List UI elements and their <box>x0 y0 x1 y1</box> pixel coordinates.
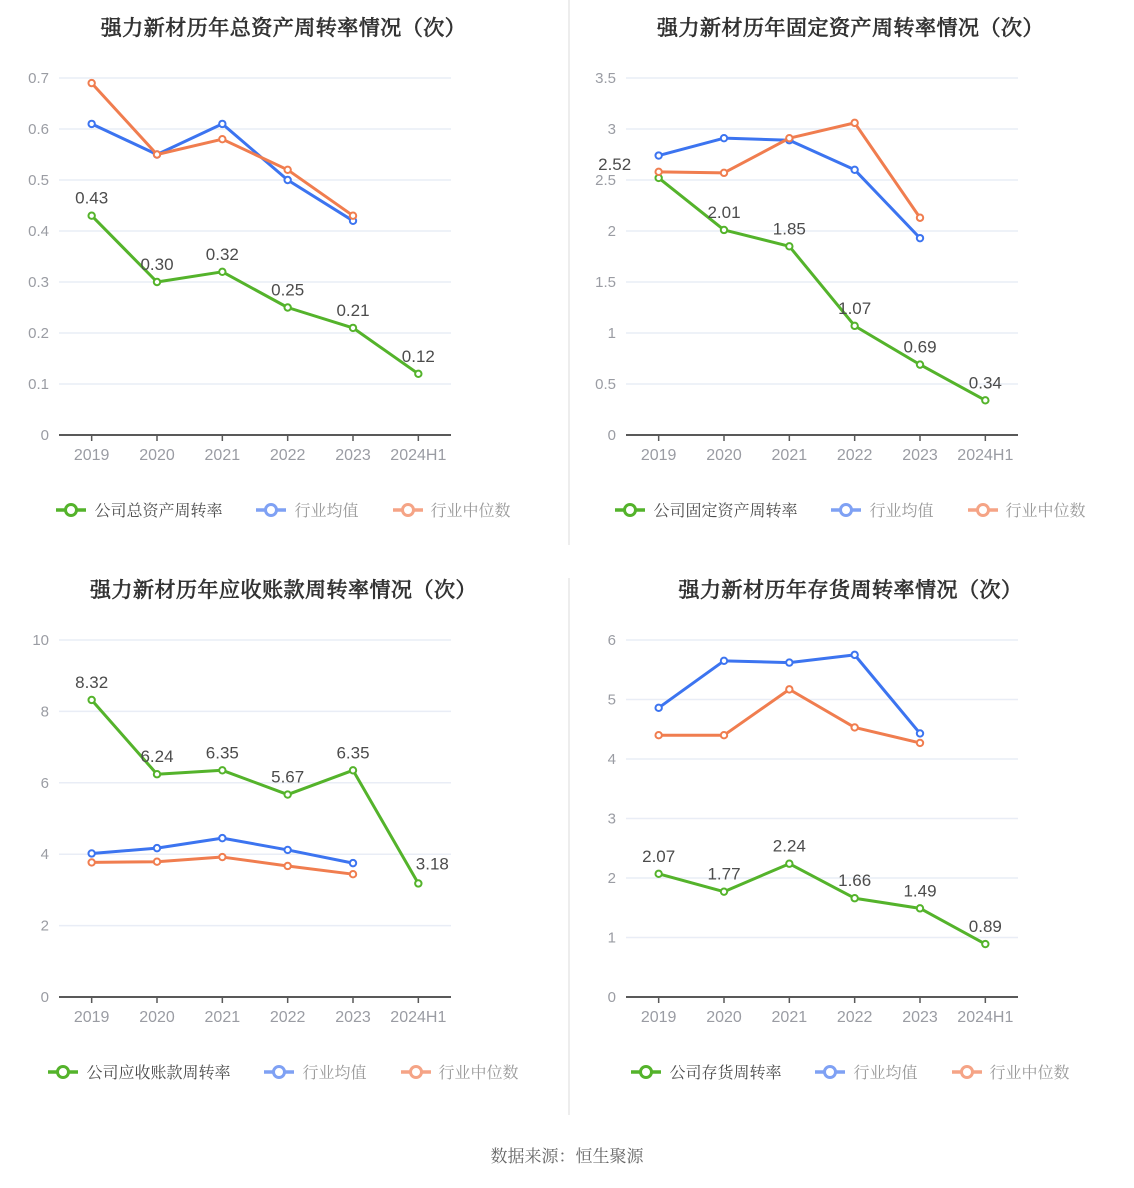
data-point <box>284 167 290 173</box>
y-axis-tick-label: 6 <box>607 632 616 649</box>
data-point <box>786 861 792 867</box>
data-point <box>88 697 94 703</box>
data-point <box>88 850 94 856</box>
data-point <box>721 732 727 738</box>
legend-label: 行业中位数 <box>989 1065 1070 1082</box>
data-point-label: 6.24 <box>140 747 174 767</box>
x-axis-tick-label: 2022 <box>836 447 873 464</box>
legend-marker-icon <box>264 1064 294 1080</box>
legend-item[interactable] <box>48 1060 230 1083</box>
y-axis-tick-label: 0.2 <box>28 325 49 342</box>
data-point <box>154 279 160 285</box>
x-axis-tick-label: 2020 <box>139 1009 175 1026</box>
x-axis-tick-label: 2023 <box>335 1009 371 1026</box>
legend-label: 行业均值 <box>869 503 934 520</box>
data-point <box>88 859 94 865</box>
legend-item[interactable] <box>615 498 797 521</box>
data-point <box>786 659 792 665</box>
data-point <box>350 325 356 331</box>
data-point-label: 0.30 <box>140 255 174 274</box>
chart-canvas <box>567 48 1134 470</box>
data-point <box>655 705 661 711</box>
data-point <box>219 767 225 773</box>
x-axis-tick-label: 2024H1 <box>957 447 1014 464</box>
y-axis-tick-label: 0.3 <box>28 274 49 291</box>
legend-item[interactable] <box>815 1060 917 1083</box>
y-axis-tick-label: 0.6 <box>28 121 49 138</box>
data-point <box>284 791 290 797</box>
legend-label: 行业中位数 <box>1005 503 1086 520</box>
y-axis-tick-label: 8 <box>40 703 49 721</box>
legend-marker-icon <box>401 1064 431 1080</box>
data-point-label: 0.32 <box>205 244 239 264</box>
data-point <box>655 169 661 175</box>
y-axis-tick-label: 5 <box>607 691 616 709</box>
chart-legend <box>0 1060 567 1083</box>
data-point <box>350 767 356 773</box>
legend-marker-icon <box>56 502 86 518</box>
data-point <box>219 269 225 275</box>
y-axis-tick-label: 0 <box>40 427 49 444</box>
chart-title: 强力新材历年总资产周转率情况（次） <box>100 17 467 40</box>
x-axis-tick-label: 2024H1 <box>390 447 447 464</box>
data-point <box>851 120 857 126</box>
y-axis-tick-label: 4 <box>607 751 616 768</box>
data-point-label: 5.67 <box>271 767 305 787</box>
legend-item[interactable] <box>831 498 933 521</box>
legend-label: 公司固定资产周转率 <box>653 503 798 520</box>
legend-label: 行业均值 <box>302 1065 367 1082</box>
x-axis-tick-label: 2023 <box>335 447 371 464</box>
chart-legend <box>567 1060 1134 1083</box>
data-point <box>154 845 160 851</box>
data-point <box>88 80 94 86</box>
x-axis-tick-label: 2021 <box>771 1009 808 1026</box>
legend-item[interactable] <box>264 1060 366 1083</box>
chart-title: 强力新材历年存货周转率情况（次） <box>678 579 1023 602</box>
y-axis-tick-label: 2 <box>607 870 616 887</box>
data-point-label: 8.32 <box>75 672 109 692</box>
data-point <box>721 658 727 664</box>
data-point <box>917 730 923 736</box>
data-point <box>721 170 727 176</box>
series-line <box>659 689 920 743</box>
data-point-label: 0.12 <box>401 346 435 366</box>
x-axis-tick-label: 2023 <box>902 447 938 464</box>
data-point-label: 3.18 <box>415 854 449 874</box>
data-point <box>721 227 727 233</box>
legend-marker-icon <box>631 1064 661 1080</box>
y-axis-tick-label: 3 <box>607 121 616 138</box>
y-axis-tick-label: 3.5 <box>595 70 616 87</box>
legend-item[interactable] <box>968 498 1086 521</box>
data-point <box>154 858 160 864</box>
legend-item[interactable] <box>256 498 358 521</box>
legend-label: 公司应收账款周转率 <box>86 1065 231 1082</box>
x-axis-tick-label: 2021 <box>771 447 808 464</box>
legend-item[interactable] <box>952 1060 1070 1083</box>
legend-label: 公司存货周转率 <box>669 1065 782 1082</box>
data-point-label: 1.77 <box>707 864 741 884</box>
data-point <box>350 860 356 866</box>
data-point-label: 1.07 <box>838 298 872 318</box>
data-point <box>284 177 290 183</box>
data-point <box>851 724 857 730</box>
data-point <box>721 135 727 141</box>
data-point <box>88 213 94 219</box>
y-axis-tick-label: 0.7 <box>28 70 49 87</box>
data-point <box>655 152 661 158</box>
legend-marker-icon <box>256 502 286 518</box>
x-axis-tick-label: 2024H1 <box>390 1009 447 1026</box>
data-point <box>982 941 988 947</box>
vertical-divider-top <box>568 0 570 545</box>
data-point <box>786 135 792 141</box>
data-point <box>284 847 290 853</box>
data-point-label: 0.34 <box>968 373 1002 393</box>
legend-label: 行业中位数 <box>438 1065 519 1082</box>
legend-label: 行业均值 <box>294 503 359 520</box>
chart-title: 强力新材历年应收账款周转率情况（次） <box>90 579 477 602</box>
chart-canvas <box>567 610 1134 1032</box>
y-axis-tick-label: 1 <box>607 929 616 947</box>
x-axis-tick-label: 2019 <box>73 1009 110 1026</box>
data-point <box>851 323 857 329</box>
data-point-label: 0.89 <box>968 917 1002 937</box>
data-point <box>350 213 356 219</box>
y-axis-tick-label: 0.5 <box>595 376 616 393</box>
series-line <box>92 700 419 883</box>
legend-item[interactable] <box>401 1060 519 1083</box>
data-source-note: 数据来源：恒生聚源 <box>490 1147 644 1166</box>
data-point <box>415 371 421 377</box>
x-axis-tick-label: 2019 <box>73 447 110 464</box>
data-point <box>917 361 923 367</box>
y-axis-tick-label: 2.5 <box>595 172 616 189</box>
data-point <box>851 652 857 658</box>
x-axis-tick-label: 2022 <box>836 1009 873 1026</box>
legend-label: 公司总资产周转率 <box>94 503 223 520</box>
data-point <box>917 235 923 241</box>
data-point <box>721 888 727 894</box>
data-point <box>219 835 225 841</box>
legend-marker-icon <box>393 502 423 518</box>
chart-canvas <box>0 48 567 470</box>
data-point <box>284 304 290 310</box>
y-axis-tick-label: 0.4 <box>28 223 49 240</box>
chart-legend <box>567 498 1134 521</box>
data-point-label: 0.21 <box>336 300 370 320</box>
chart-title: 强力新材历年固定资产周转率情况（次） <box>657 17 1044 40</box>
x-axis-tick-label: 2019 <box>640 447 677 464</box>
legend-marker-icon <box>815 1064 845 1080</box>
data-point <box>350 871 356 877</box>
y-axis-tick-label: 2 <box>40 917 49 935</box>
y-axis-tick-label: 3 <box>607 810 616 828</box>
y-axis-tick-label: 0.5 <box>28 172 49 189</box>
chart-canvas <box>0 610 567 1032</box>
x-axis-tick-label: 2024H1 <box>957 1009 1014 1026</box>
data-point <box>154 151 160 157</box>
legend-item[interactable] <box>631 1060 781 1083</box>
data-point <box>851 167 857 173</box>
data-point <box>917 740 923 746</box>
y-axis-tick-label: 0 <box>40 989 49 1006</box>
legend-item[interactable] <box>56 498 222 521</box>
legend-label: 行业均值 <box>853 1065 918 1082</box>
data-point-label: 1.85 <box>772 219 806 239</box>
data-point-label: 6.35 <box>336 743 370 763</box>
x-axis-tick-label: 2019 <box>640 1009 677 1026</box>
data-point-label: 2.01 <box>707 202 741 222</box>
y-axis-tick-label: 0 <box>607 427 616 444</box>
x-axis-tick-label: 2021 <box>204 1009 241 1026</box>
data-point <box>219 121 225 127</box>
data-point <box>917 215 923 221</box>
data-point <box>655 871 661 877</box>
legend-marker-icon <box>831 502 861 518</box>
legend-label: 行业中位数 <box>430 503 511 520</box>
legend-marker-icon <box>952 1064 982 1080</box>
x-axis-tick-label: 2023 <box>902 1009 938 1026</box>
data-point-label: 0.69 <box>903 337 937 357</box>
panel-total-asset-turnover <box>0 0 567 562</box>
series-line <box>92 216 419 374</box>
y-axis-tick-label: 10 <box>32 632 49 649</box>
y-axis-tick-label: 6 <box>40 774 49 792</box>
data-point <box>219 854 225 860</box>
panel-fixed-asset-turnover <box>567 0 1134 562</box>
y-axis-tick-label: 2 <box>607 223 616 240</box>
data-point-label: 2.52 <box>598 154 632 174</box>
data-point <box>415 880 421 886</box>
data-point <box>154 771 160 777</box>
chart-legend <box>0 498 567 521</box>
data-point <box>851 895 857 901</box>
y-axis-tick-label: 1 <box>607 325 616 342</box>
data-point <box>982 397 988 403</box>
data-point-label: 1.66 <box>838 871 872 891</box>
data-point <box>219 136 225 142</box>
y-axis-tick-label: 0 <box>607 989 616 1006</box>
y-axis-tick-label: 0.1 <box>28 376 49 393</box>
data-point-label: 0.25 <box>271 280 305 300</box>
x-axis-tick-label: 2022 <box>269 1009 306 1026</box>
panel-inventory-turnover <box>567 562 1134 1124</box>
x-axis-tick-label: 2021 <box>204 447 241 464</box>
x-axis-tick-label: 2020 <box>706 447 742 464</box>
vertical-divider-bottom <box>568 578 570 1115</box>
data-point <box>88 121 94 127</box>
data-point-label: 0.43 <box>75 188 109 208</box>
data-point-label: 2.07 <box>642 846 676 866</box>
legend-marker-icon <box>615 502 645 518</box>
legend-item[interactable] <box>393 498 511 521</box>
panel-receivables-turnover <box>0 562 567 1124</box>
x-axis-tick-label: 2022 <box>269 447 306 464</box>
legend-marker-icon <box>48 1064 78 1080</box>
data-point <box>917 905 923 911</box>
data-point <box>284 863 290 869</box>
x-axis-tick-label: 2020 <box>139 447 175 464</box>
data-point-label: 6.35 <box>205 743 239 763</box>
legend-marker-icon <box>968 502 998 518</box>
data-point-label: 1.49 <box>903 881 937 901</box>
y-axis-tick-label: 4 <box>40 846 49 864</box>
data-point <box>786 243 792 249</box>
data-point <box>655 732 661 738</box>
data-point-label: 2.24 <box>772 836 806 856</box>
x-axis-tick-label: 2020 <box>706 1009 742 1026</box>
data-point <box>786 686 792 692</box>
y-axis-tick-label: 1.5 <box>595 274 616 291</box>
